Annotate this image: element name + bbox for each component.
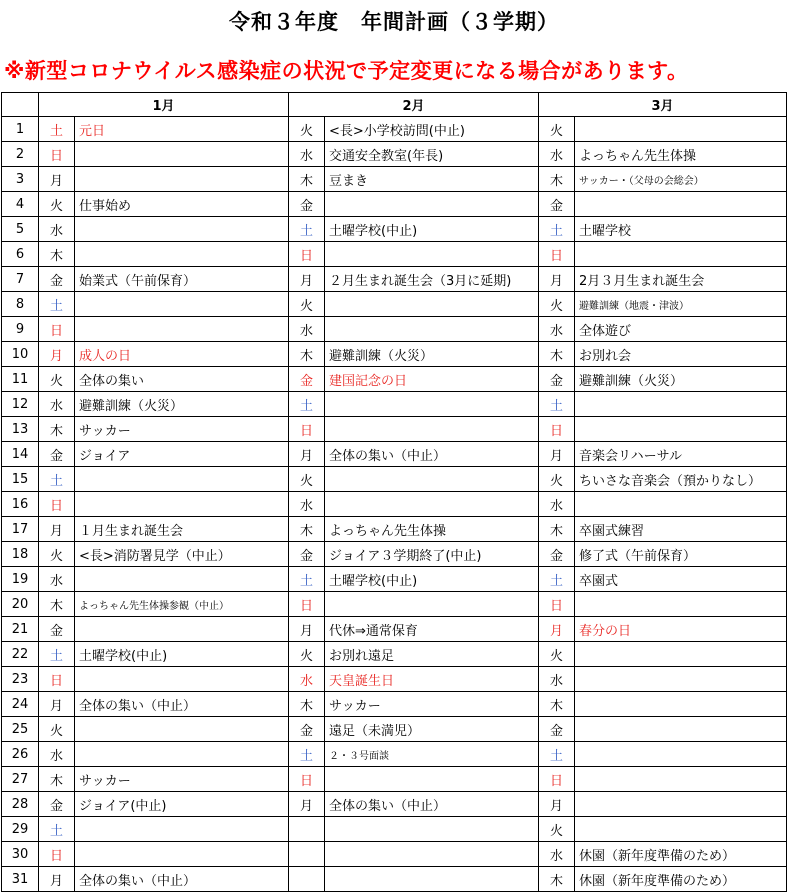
weekday-mar: 金 — [539, 717, 575, 742]
weekday-feb: 火 — [289, 292, 325, 317]
weekday-feb: 土 — [289, 392, 325, 417]
event-feb: サッカー — [325, 692, 539, 717]
event-jan — [75, 167, 289, 192]
weekday-mar: 木 — [539, 692, 575, 717]
weekday-mar: 木 — [539, 167, 575, 192]
weekday-jan: 日 — [39, 492, 75, 517]
weekday-feb: 日 — [289, 417, 325, 442]
event-jan — [75, 242, 289, 267]
event-mar — [575, 117, 787, 142]
event-jan — [75, 717, 289, 742]
weekday-jan: 月 — [39, 517, 75, 542]
weekday-mar: 月 — [539, 267, 575, 292]
day-number: 6 — [2, 242, 39, 267]
event-jan: 避難訓練（火災） — [75, 392, 289, 417]
day-number: 31 — [2, 867, 39, 892]
day-number: 19 — [2, 567, 39, 592]
weekday-mar: 木 — [539, 867, 575, 892]
event-feb — [325, 467, 539, 492]
day-number: 26 — [2, 742, 39, 767]
event-mar: 音楽会リハーサル — [575, 442, 787, 467]
event-mar — [575, 792, 787, 817]
event-jan: 仕事始め — [75, 192, 289, 217]
table-row — [2, 167, 787, 192]
weekday-feb: 水 — [289, 492, 325, 517]
page-title: 令和３年度 年間計画（３学期） — [229, 10, 559, 34]
day-number: 15 — [2, 467, 39, 492]
event-feb: よっちゃん先生体操 — [325, 517, 539, 542]
event-feb — [325, 392, 539, 417]
event-mar: 休園（新年度準備のため） — [575, 842, 787, 867]
weekday-jan: 木 — [39, 242, 75, 267]
corner-cell — [2, 93, 39, 117]
weekday-jan: 金 — [39, 267, 75, 292]
weekday-mar: 水 — [539, 142, 575, 167]
event-mar — [575, 192, 787, 217]
event-feb — [325, 817, 539, 842]
table-row — [2, 217, 787, 242]
table-row — [2, 192, 787, 217]
day-number: 13 — [2, 417, 39, 442]
event-feb: ジョイア３学期終了(中止) — [325, 542, 539, 567]
event-mar: 2月３月生まれ誕生会 — [575, 267, 787, 292]
event-mar — [575, 817, 787, 842]
event-feb — [325, 292, 539, 317]
table-row — [2, 367, 787, 392]
weekday-jan: 金 — [39, 792, 75, 817]
event-jan — [75, 617, 289, 642]
table-row — [2, 117, 787, 142]
day-number: 22 — [2, 642, 39, 667]
weekday-feb: 日 — [289, 242, 325, 267]
event-feb — [325, 842, 539, 867]
event-mar: 土曜学校 — [575, 217, 787, 242]
day-number: 20 — [2, 592, 39, 617]
weekday-mar: 水 — [539, 842, 575, 867]
weekday-feb: 月 — [289, 617, 325, 642]
table-row — [2, 517, 787, 542]
table-row — [2, 317, 787, 342]
event-jan — [75, 567, 289, 592]
table-row — [2, 342, 787, 367]
table-row — [2, 467, 787, 492]
weekday-mar: 土 — [539, 217, 575, 242]
weekday-feb — [289, 867, 325, 892]
weekday-jan: 水 — [39, 217, 75, 242]
weekday-jan: 水 — [39, 742, 75, 767]
event-mar: 避難訓練（地震・津波） — [575, 292, 787, 317]
weekday-feb: 木 — [289, 167, 325, 192]
weekday-feb: 金 — [289, 192, 325, 217]
month-header-jan: 1月 — [39, 93, 289, 117]
table-row — [2, 567, 787, 592]
day-number: 25 — [2, 717, 39, 742]
table-row — [2, 642, 787, 667]
weekday-feb: 木 — [289, 517, 325, 542]
weekday-jan: 日 — [39, 317, 75, 342]
weekday-jan: 木 — [39, 592, 75, 617]
weekday-jan: 月 — [39, 342, 75, 367]
event-jan: 全体の集い（中止） — [75, 867, 289, 892]
event-feb: ２月生まれ誕生会（3月に延期) — [325, 267, 539, 292]
day-number: 5 — [2, 217, 39, 242]
event-feb — [325, 592, 539, 617]
weekday-jan: 土 — [39, 117, 75, 142]
event-feb: 全体の集い（中止） — [325, 792, 539, 817]
weekday-jan: 火 — [39, 542, 75, 567]
weekday-jan: 金 — [39, 617, 75, 642]
event-mar — [575, 717, 787, 742]
weekday-feb: 水 — [289, 667, 325, 692]
table-row — [2, 492, 787, 517]
weekday-mar: 日 — [539, 767, 575, 792]
event-mar: 春分の日 — [575, 617, 787, 642]
weekday-jan: 火 — [39, 717, 75, 742]
weekday-jan: 土 — [39, 467, 75, 492]
event-jan: サッカー — [75, 767, 289, 792]
event-feb — [325, 317, 539, 342]
event-mar: 卒園式 — [575, 567, 787, 592]
weekday-mar: 月 — [539, 792, 575, 817]
table-row — [2, 242, 787, 267]
event-mar — [575, 692, 787, 717]
weekday-feb: 土 — [289, 742, 325, 767]
event-mar: 卒園式練習 — [575, 517, 787, 542]
covid-notice: ※新型コロナウイルス感染症の状況で予定変更になる場合があります。 — [4, 59, 689, 83]
weekday-feb — [289, 842, 325, 867]
day-number: 7 — [2, 267, 39, 292]
weekday-jan: 月 — [39, 867, 75, 892]
table-row — [2, 792, 787, 817]
weekday-feb: 日 — [289, 592, 325, 617]
weekday-feb: 日 — [289, 767, 325, 792]
weekday-mar: 土 — [539, 742, 575, 767]
event-feb — [325, 767, 539, 792]
table-row — [2, 542, 787, 567]
weekday-feb: 土 — [289, 217, 325, 242]
day-number: 11 — [2, 367, 39, 392]
day-number: 14 — [2, 442, 39, 467]
day-number: 16 — [2, 492, 39, 517]
event-feb — [325, 192, 539, 217]
day-number: 27 — [2, 767, 39, 792]
event-jan — [75, 842, 289, 867]
weekday-feb: 水 — [289, 142, 325, 167]
event-mar: サッカー・（父母の会総会） — [575, 167, 787, 192]
weekday-mar: 火 — [539, 292, 575, 317]
weekday-feb: 月 — [289, 792, 325, 817]
event-jan — [75, 292, 289, 317]
day-number: 28 — [2, 792, 39, 817]
table-row — [2, 742, 787, 767]
weekday-mar: 火 — [539, 117, 575, 142]
weekday-mar: 水 — [539, 492, 575, 517]
day-number: 4 — [2, 192, 39, 217]
weekday-jan: 土 — [39, 817, 75, 842]
event-jan: １月生まれ誕生会 — [75, 517, 289, 542]
day-number: 24 — [2, 692, 39, 717]
event-mar: お別れ会 — [575, 342, 787, 367]
weekday-mar: 日 — [539, 592, 575, 617]
table-row — [2, 267, 787, 292]
event-mar: 修了式（午前保育） — [575, 542, 787, 567]
weekday-feb: 火 — [289, 642, 325, 667]
table-row — [2, 417, 787, 442]
day-number: 9 — [2, 317, 39, 342]
weekday-jan: 月 — [39, 167, 75, 192]
day-number: 10 — [2, 342, 39, 367]
event-jan: 元日 — [75, 117, 289, 142]
event-feb: <長>小学校訪問(中止) — [325, 117, 539, 142]
schedule-body — [2, 117, 787, 892]
event-jan — [75, 317, 289, 342]
weekday-feb: 火 — [289, 467, 325, 492]
weekday-jan: 土 — [39, 292, 75, 317]
weekday-mar: 月 — [539, 617, 575, 642]
event-feb: 遠足（未満児） — [325, 717, 539, 742]
weekday-jan: 火 — [39, 367, 75, 392]
weekday-mar: 火 — [539, 467, 575, 492]
table-row — [2, 817, 787, 842]
day-number: 18 — [2, 542, 39, 567]
event-mar — [575, 417, 787, 442]
event-feb: 土曜学校(中止) — [325, 217, 539, 242]
weekday-mar: 火 — [539, 642, 575, 667]
event-feb — [325, 417, 539, 442]
event-feb: 建国記念の日 — [325, 367, 539, 392]
day-number: 21 — [2, 617, 39, 642]
month-header-mar: 3月 — [539, 93, 787, 117]
weekday-jan: 水 — [39, 567, 75, 592]
event-mar — [575, 642, 787, 667]
weekday-feb: 金 — [289, 542, 325, 567]
weekday-jan: 日 — [39, 842, 75, 867]
weekday-jan: 火 — [39, 192, 75, 217]
event-feb: 交通安全教室(年長) — [325, 142, 539, 167]
table-row — [2, 142, 787, 167]
weekday-feb: 木 — [289, 692, 325, 717]
weekday-feb: 金 — [289, 717, 325, 742]
weekday-mar: 金 — [539, 367, 575, 392]
weekday-mar: 火 — [539, 817, 575, 842]
weekday-jan: 木 — [39, 417, 75, 442]
day-number: 12 — [2, 392, 39, 417]
weekday-jan: 金 — [39, 442, 75, 467]
event-mar: よっちゃん先生体操 — [575, 142, 787, 167]
event-jan — [75, 817, 289, 842]
weekday-jan: 木 — [39, 767, 75, 792]
event-jan — [75, 217, 289, 242]
weekday-feb: 火 — [289, 117, 325, 142]
day-number: 3 — [2, 167, 39, 192]
event-mar: 休園（新年度準備のため） — [575, 867, 787, 892]
event-feb: 代休⇒通常保育 — [325, 617, 539, 642]
weekday-mar: 木 — [539, 342, 575, 367]
event-jan — [75, 142, 289, 167]
event-jan: 全体の集い（中止） — [75, 692, 289, 717]
event-jan: 始業式（午前保育） — [75, 267, 289, 292]
event-jan — [75, 492, 289, 517]
table-row — [2, 442, 787, 467]
event-feb: 避難訓練（火災） — [325, 342, 539, 367]
event-jan: よっちゃん先生体操参観（中止） — [75, 592, 289, 617]
event-feb — [325, 492, 539, 517]
table-row — [2, 717, 787, 742]
day-number: 1 — [2, 117, 39, 142]
event-mar: 避難訓練（火災） — [575, 367, 787, 392]
table-row — [2, 842, 787, 867]
weekday-mar: 日 — [539, 242, 575, 267]
event-jan: ジョイア(中止) — [75, 792, 289, 817]
day-number: 29 — [2, 817, 39, 842]
header-row — [2, 93, 787, 117]
table-row — [2, 617, 787, 642]
weekday-jan: 水 — [39, 392, 75, 417]
table-row — [2, 692, 787, 717]
weekday-jan: 日 — [39, 667, 75, 692]
schedule-table — [1, 92, 787, 892]
event-jan — [75, 742, 289, 767]
table-row — [2, 592, 787, 617]
event-mar — [575, 667, 787, 692]
event-feb: お別れ遠足 — [325, 642, 539, 667]
weekday-mar: 水 — [539, 667, 575, 692]
day-number: 17 — [2, 517, 39, 542]
weekday-jan: 日 — [39, 142, 75, 167]
weekday-feb: 木 — [289, 342, 325, 367]
table-row — [2, 292, 787, 317]
day-number: 8 — [2, 292, 39, 317]
event-jan: 成人の日 — [75, 342, 289, 367]
day-number: 23 — [2, 667, 39, 692]
weekday-feb: 月 — [289, 267, 325, 292]
table-row — [2, 867, 787, 892]
weekday-mar: 月 — [539, 442, 575, 467]
weekday-jan: 月 — [39, 692, 75, 717]
event-jan: <長>消防署見学（中止） — [75, 542, 289, 567]
weekday-feb — [289, 817, 325, 842]
weekday-jan: 土 — [39, 642, 75, 667]
event-feb: 豆まき — [325, 167, 539, 192]
weekday-mar: 金 — [539, 192, 575, 217]
table-row — [2, 767, 787, 792]
event-jan — [75, 467, 289, 492]
event-feb: 天皇誕生日 — [325, 667, 539, 692]
weekday-feb: 金 — [289, 367, 325, 392]
event-feb — [325, 242, 539, 267]
event-mar — [575, 392, 787, 417]
month-header-feb: 2月 — [289, 93, 539, 117]
event-jan: サッカー — [75, 417, 289, 442]
event-mar: ちいさな音楽会（預かりなし） — [575, 467, 787, 492]
event-feb — [325, 867, 539, 892]
event-feb: 土曜学校(中止) — [325, 567, 539, 592]
event-mar — [575, 242, 787, 267]
event-jan: ジョイア — [75, 442, 289, 467]
weekday-feb: 水 — [289, 317, 325, 342]
table-row — [2, 667, 787, 692]
weekday-mar: 土 — [539, 392, 575, 417]
event-jan: 土曜学校(中止) — [75, 642, 289, 667]
event-mar — [575, 492, 787, 517]
day-number: 2 — [2, 142, 39, 167]
event-feb: 全体の集い（中止） — [325, 442, 539, 467]
event-feb: ２・３号面談 — [325, 742, 539, 767]
weekday-feb: 月 — [289, 442, 325, 467]
event-mar — [575, 742, 787, 767]
event-jan: 全体の集い — [75, 367, 289, 392]
table-row — [2, 392, 787, 417]
day-number: 30 — [2, 842, 39, 867]
weekday-mar: 水 — [539, 317, 575, 342]
weekday-mar: 金 — [539, 542, 575, 567]
weekday-mar: 木 — [539, 517, 575, 542]
weekday-mar: 土 — [539, 567, 575, 592]
event-mar: 全体遊び — [575, 317, 787, 342]
event-jan — [75, 667, 289, 692]
weekday-mar: 日 — [539, 417, 575, 442]
event-mar — [575, 767, 787, 792]
event-mar — [575, 592, 787, 617]
weekday-feb: 土 — [289, 567, 325, 592]
